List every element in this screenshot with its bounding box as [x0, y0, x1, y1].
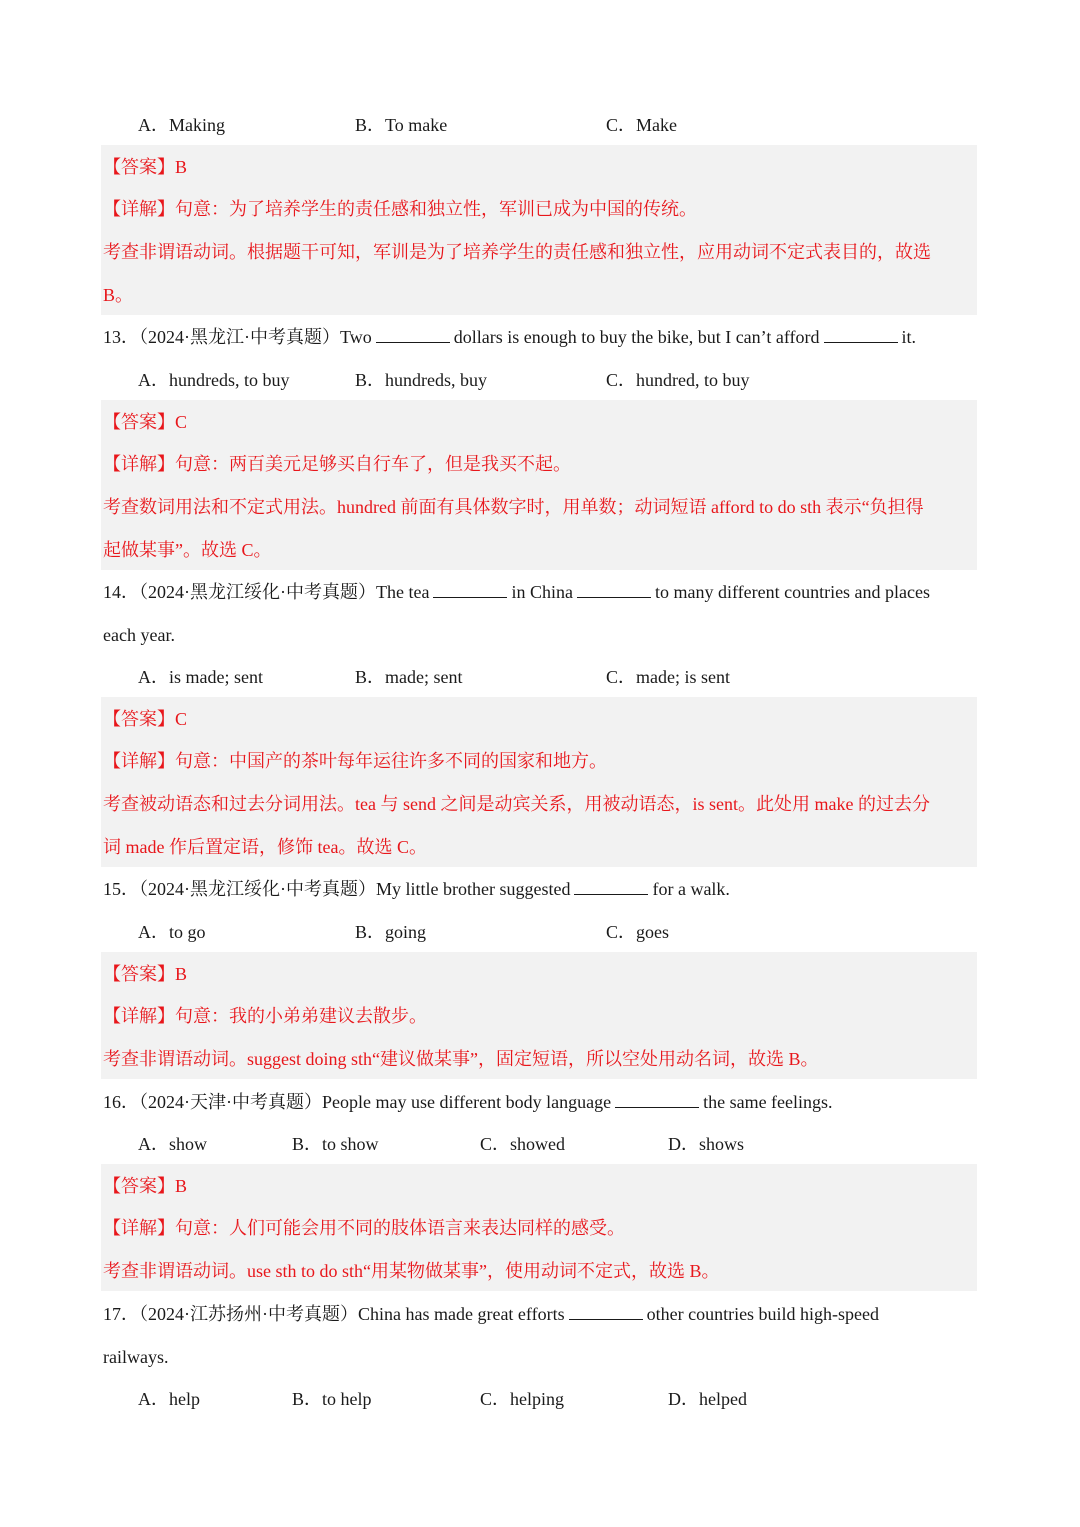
answer-label: 【答案】: [103, 412, 175, 432]
stem-part: 16．（2024·天津·中考真题）People may use different body language: [103, 1092, 612, 1112]
option-a: A．Making: [138, 115, 225, 135]
detail-label: 【详解】: [103, 1218, 175, 1238]
answer-line: [103, 410, 187, 434]
answer-value: C: [175, 709, 188, 729]
answer-line: [103, 155, 187, 179]
option-b: B．hundreds, buy: [355, 370, 487, 390]
option-d: D．shows: [668, 1134, 745, 1154]
detail-label: 【详解】: [103, 199, 175, 219]
analysis-line: 考查被动语态和过去分词用法。tea 与 send 之间是动宾关系，用被动语态，is sent。此处用 make 的过去分: [103, 794, 930, 814]
option-c: C．hundred, to buy: [606, 370, 750, 390]
option-c: C．goes: [606, 922, 669, 942]
option-a: A．hundreds, to buy: [138, 370, 290, 390]
detail-label: 【详解】: [103, 454, 175, 474]
option-b: B．going: [355, 922, 427, 942]
detail-text: 句意：为了培养学生的责任感和独立性，军训已成为中国的传统。: [175, 199, 697, 219]
option-c: C．showed: [480, 1134, 565, 1154]
stem-part: 13．（2024·黑龙江·中考真题）Two: [103, 327, 372, 347]
stem-part: to many different countries and places: [654, 582, 931, 602]
stem-part: 14．（2024·黑龙江绥化·中考真题）The tea: [103, 582, 430, 602]
detail-label: 【详解】: [103, 751, 175, 771]
answer-box: [101, 145, 977, 315]
question-stem: [103, 1302, 879, 1326]
analysis-line: B。: [103, 285, 134, 305]
detail-line: [103, 749, 607, 773]
answer-blank: [615, 1091, 699, 1108]
answer-line: [103, 707, 187, 731]
answer-blank: [824, 326, 898, 343]
analysis-line: 考查数词用法和不定式用法。hundred 前面有具体数字时，用单数；动词短语 afford to do sth 表示“负担得: [103, 497, 924, 517]
detail-line: [103, 452, 571, 476]
option-c: C．made; is sent: [606, 667, 730, 687]
answer-value: B: [175, 157, 188, 177]
stem-part: the same feelings.: [703, 1092, 833, 1112]
answer-blank: [577, 581, 651, 598]
answer-value: B: [175, 964, 188, 984]
option-b: B．made; sent: [355, 667, 463, 687]
question-stem: [103, 1090, 833, 1114]
answer-line: [103, 1174, 187, 1198]
option-d: D．helped: [668, 1389, 747, 1409]
stem-part: 17．（2024·江苏扬州·中考真题）China has made great efforts: [103, 1304, 565, 1324]
detail-text: 句意：两百美元足够买自行车了，但是我买不起。: [175, 454, 571, 474]
stem-part: for a walk.: [652, 879, 730, 899]
detail-text: 句意：中国产的茶叶每年运往许多不同的国家和地方。: [175, 751, 607, 771]
answer-label: 【答案】: [103, 709, 175, 729]
detail-text: 句意：我的小弟弟建议去散步。: [175, 1006, 427, 1026]
option-a: A．is made; sent: [138, 667, 263, 687]
stem-part: 15．（2024·黑龙江绥化·中考真题）My little brother suggested: [103, 879, 571, 899]
option-a: A．show: [138, 1134, 208, 1154]
answer-label: 【答案】: [103, 964, 175, 984]
option-a: A．help: [138, 1389, 200, 1409]
question-stem-line2: each year.: [103, 625, 175, 645]
detail-line: [103, 1004, 427, 1028]
question-stem: [103, 877, 730, 901]
question-stem-line2: railways.: [103, 1347, 169, 1367]
analysis-line: 词 made 作后置定语，修饰 tea。故选 C。: [103, 837, 427, 857]
option-c: C．helping: [480, 1389, 564, 1409]
analysis-line: 考查非谓语动词。use sth to do sth“用某物做某事”，使用动词不定式，故选 B。: [103, 1261, 720, 1281]
stem-part: dollars is enough to buy the bike, but I can’t afford: [453, 327, 820, 347]
answer-label: 【答案】: [103, 1176, 175, 1196]
analysis-line: 考查非谓语动词。根据题干可知，军训是为了培养学生的责任感和独立性，应用动词不定式表目的，故选: [103, 242, 931, 262]
option-b: B．to show: [292, 1134, 379, 1154]
answer-value: C: [175, 412, 188, 432]
answer-blank: [569, 1303, 643, 1320]
stem-part: in China: [511, 582, 573, 602]
option-c: C．Make: [606, 115, 677, 135]
option-b: B．To make: [355, 115, 448, 135]
answer-value: B: [175, 1176, 188, 1196]
option-a: A．to go: [138, 922, 206, 942]
answer-blank: [433, 581, 507, 598]
answer-blank: [574, 878, 648, 895]
analysis-line: 起做某事”。故选 C。: [103, 540, 272, 560]
detail-text: 句意：人们可能会用不同的肢体语言来表达同样的感受。: [175, 1218, 625, 1238]
stem-part: it.: [901, 327, 917, 347]
detail-line: [103, 1216, 625, 1240]
detail-line: [103, 197, 697, 221]
detail-label: 【详解】: [103, 1006, 175, 1026]
answer-label: 【答案】: [103, 157, 175, 177]
question-stem: [103, 580, 930, 604]
question-stem: [103, 325, 916, 349]
analysis-line: 考查非谓语动词。suggest doing sth“建议做某事”，固定短语，所以空处用动名词，故选 B。: [103, 1049, 819, 1069]
option-b: B．to help: [292, 1389, 372, 1409]
answer-line: [103, 962, 187, 986]
answer-blank: [376, 326, 450, 343]
stem-part: other countries build high-speed: [646, 1304, 880, 1324]
